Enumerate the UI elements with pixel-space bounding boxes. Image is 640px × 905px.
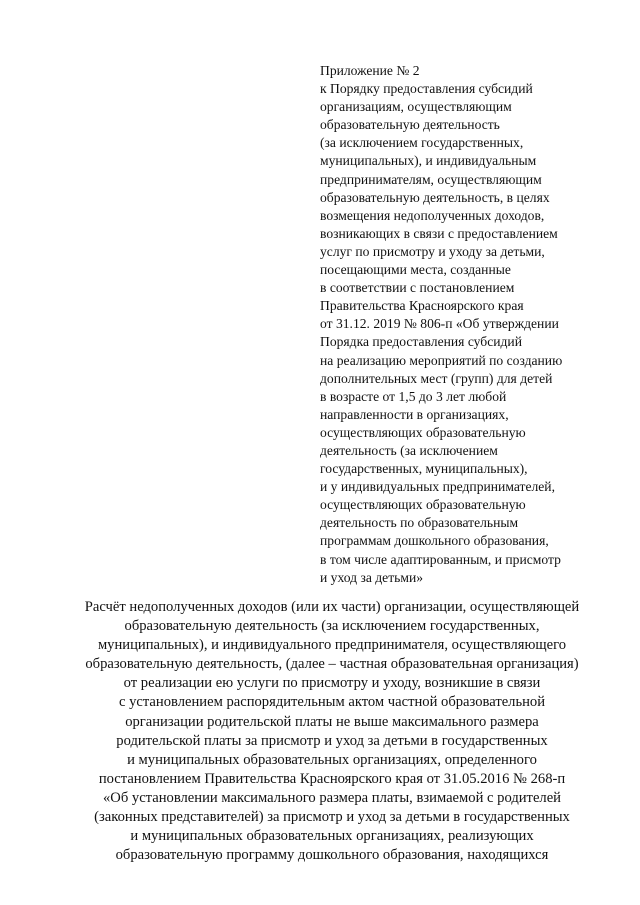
calculation-line: родительской платы за присмотр и уход за детьми в государственных <box>116 732 548 749</box>
calculation-line: образовательную программу дошкольного образования, находящихся <box>115 847 549 864</box>
appendix-line: образовательную деятельность, в целях <box>320 189 550 205</box>
calculation-line: организации родительской платы не выше максимального размера <box>125 713 539 730</box>
calculation-line: от реализации ею услуги по присмотру и уходу, возникшие в связи <box>123 675 541 692</box>
appendix-title: Приложение № 2 <box>320 63 420 78</box>
calculation-line: Расчёт недополученных доходов (или их части) организации, осуществляющей <box>84 599 580 615</box>
appendix-line: услуг по присмотру и уходу за детьми, <box>320 243 545 259</box>
calculation-line: и муниципальных образовательных организациях, реализующих <box>130 828 534 845</box>
appendix-line: и у индивидуальных предпринимателей, <box>320 479 555 495</box>
appendix-line: (за исключением государственных, <box>320 135 524 151</box>
appendix-line: посещающими места, созданные <box>320 262 511 278</box>
appendix-line: на реализацию мероприятий по созданию <box>320 352 563 368</box>
appendix-line: в соответствии с постановлением <box>320 280 515 296</box>
appendix-line: Порядка предоставления субсидий <box>320 334 522 350</box>
calculation-line: муниципальных), и индивидуального предпринимателя, осуществляющего <box>97 637 567 654</box>
calculation-line: постановлением Правительства Красноярского края от 31.05.2016 № 268-п <box>98 770 566 787</box>
appendix-line: дополнительных мест (групп) для детей <box>320 370 553 386</box>
appendix-line: деятельность (за исключением <box>320 442 498 458</box>
calculation-line: образовательную деятельность, (далее – частная образовательная организация) <box>85 656 579 673</box>
appendix-line: от 31.12. 2019 № 806-п «Об утверждении <box>320 316 559 332</box>
appendix-line: государственных, муниципальных), <box>320 461 528 477</box>
appendix-line: возникающих в связи с предоставлением <box>320 225 558 241</box>
appendix-line: возмещения недополученных доходов, <box>320 207 545 223</box>
appendix-line: муниципальных), и индивидуальным <box>320 153 537 169</box>
calculation-line: с установлением распорядительным актом частной образовательной <box>118 694 546 711</box>
appendix-line: в том числе адаптированным, и присмотр <box>320 551 561 567</box>
appendix-line: Правительства Красноярского края <box>320 298 524 314</box>
appendix-line: программам дошкольного образования, <box>320 533 549 549</box>
appendix-line: к Порядку предоставления субсидий <box>320 81 533 97</box>
appendix-line: образовательную деятельность <box>320 117 500 133</box>
calculation-line: образовательную деятельность (за исключением государственных, <box>124 618 540 635</box>
appendix-line: осуществляющих образовательную <box>320 424 526 440</box>
calculation-line: «Об установлении максимального размера платы, взимаемой с родителей <box>103 789 561 806</box>
calculation-heading <box>62 598 602 865</box>
appendix-line: осуществляющих образовательную <box>320 497 526 513</box>
appendix-line: организациям, осуществляющим <box>320 99 512 115</box>
appendix-line: в возрасте от 1,5 до 3 лет любой <box>320 388 507 404</box>
calculation-line: (законных представителей) за присмотр и уход за детьми в государственных <box>94 809 570 826</box>
appendix-line: деятельность по образовательным <box>320 515 519 531</box>
appendix-header <box>320 62 620 587</box>
appendix-line: и уход за детьми» <box>320 569 424 585</box>
calculation-line: и муниципальных образовательных организациях, определенного <box>127 751 537 768</box>
appendix-line: предпринимателям, осуществляющим <box>320 171 542 187</box>
appendix-line: направленности в организациях, <box>320 406 509 422</box>
